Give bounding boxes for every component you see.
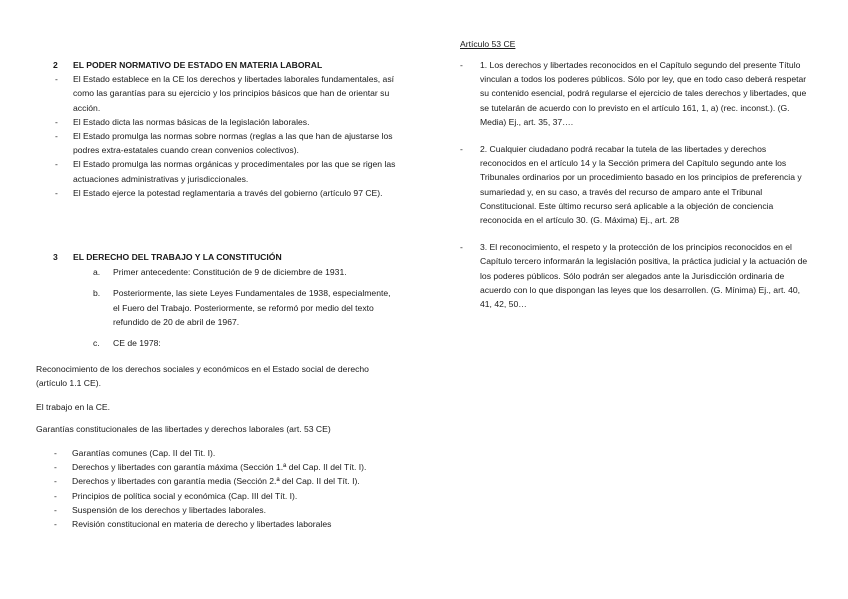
list-item [55, 129, 408, 157]
paragraph-garantias: Garantías constitucionales de las libertades y derechos laborales (art. 53 CE) [36, 424, 331, 434]
dash-marker: - [54, 490, 57, 501]
list-item [55, 72, 408, 115]
list-item [54, 489, 409, 503]
dash-marker: - [54, 504, 57, 515]
articulo-title: Artículo 53 CE [460, 39, 516, 49]
garantias-list [54, 446, 409, 531]
list-item-text: Posteriormente, las siete Leyes Fundamentales de 1938, especialmente, el Fuero del Trabajo. Posteriormente, se reformó por medio del texto refundido de 20 de abril de 1967. [113, 288, 391, 327]
list-marker: a. [93, 267, 101, 278]
list-marker: c. [93, 338, 100, 349]
list-item [460, 240, 812, 311]
list-item-text: Garantías comunes (Cap. II del Tit. I). [72, 448, 216, 458]
paragraph-reconocimiento: Reconocimiento de los derechos sociales y económicos en el Estado social de derecho (artículo 1.1 CE). [36, 364, 369, 389]
dash-marker: - [460, 60, 463, 70]
dash-marker: - [55, 74, 58, 85]
section-2-heading: EL PODER NORMATIVO DE ESTADO EN MATERIA LABORAL [73, 60, 323, 70]
list-item-text: El Estado promulga las normas orgánicas y procedimentales por las que se rigen las actuaciones administrativas y jurisdiccionales. [73, 159, 396, 184]
list-item-text: El Estado promulga las normas sobre normas (reglas a las que han de ajustarse los podres extra-estatales cuando crean convenios colectivos). [73, 131, 393, 156]
list-item-text: CE de 1978: [113, 338, 161, 349]
list-item [54, 460, 409, 474]
list-item [55, 115, 408, 129]
articulo-list [460, 58, 812, 324]
list-item-text: 1. Los derechos y libertades reconocidos en el Capítulo segundo del presente Título vinculan a todos los poderes públicos. Sólo por ley, que en todo caso deberá respetar su contenido esencial, podrá regularse el ejercicio de tales derechos y libertades, que se tutelarán de acuerdo con lo previsto en el artículo 161, 1, a) (rec. inconst.). (G. Media) Ej., art. 35, 37…. [480, 60, 807, 127]
section-3-heading-row [53, 250, 393, 264]
dash-marker: - [460, 242, 463, 253]
section-3-number: 3 [53, 252, 58, 262]
list-item-text: Primer antecedente: Constitución de 9 de diciembre de 1931. [113, 267, 347, 278]
list-item-text: El Estado dicta las normas básicas de la legislación laborales. [73, 116, 310, 127]
list-item [54, 517, 409, 531]
section-2-number: 2 [53, 60, 58, 70]
dash-marker: - [55, 159, 58, 170]
list-item-text: Suspensión de los derechos y libertades laborales. [72, 504, 266, 515]
dash-marker: - [54, 476, 57, 487]
list-marker: b. [93, 288, 101, 299]
section-2 [53, 58, 408, 200]
section-3-heading: EL DERECHO DEL TRABAJO Y LA CONSTITUCIÓN [73, 252, 282, 262]
dash-marker: - [54, 519, 57, 530]
list-item [93, 265, 393, 279]
list-item-text: Derechos y libertades con garantía máxima (Sección 1.ª del Cap. II del Tít. I). [72, 462, 367, 473]
list-item [54, 446, 409, 460]
dash-marker: - [54, 448, 57, 458]
list-item-text: Derechos y libertades con garantía media (Sección 2.ª del Cap. II del Tít. I). [72, 476, 360, 487]
list-item [55, 186, 408, 200]
list-item-text: Revisión constitucional en materia de derecho y libertades laborales [72, 519, 332, 530]
list-item [55, 157, 408, 185]
list-item [54, 474, 409, 488]
dash-marker: - [54, 462, 57, 473]
list-item [93, 286, 393, 329]
dash-marker: - [55, 116, 58, 127]
section-2-heading-row [53, 58, 408, 72]
list-item-text: El Estado ejerce la potestad reglamentaria a través del gobierno (artículo 97 CE). [73, 187, 383, 198]
list-item [54, 503, 409, 517]
section-2-list [55, 72, 408, 200]
dash-marker: - [55, 131, 58, 142]
list-item-text: El Estado establece en la CE los derechos y libertades laborales fundamentales, así como las garantías para su ejercicio y los principios básicos que han de orientar su acción. [73, 74, 395, 113]
list-item [460, 142, 812, 227]
dash-marker: - [55, 187, 58, 198]
list-item-text: Principios de política social y económica (Cap. III del Tít. I). [72, 490, 298, 501]
paragraph-trabajo: El trabajo en la CE. [36, 402, 111, 412]
section-3-list [93, 265, 393, 350]
list-item-text: 3. El reconocimiento, el respeto y la protección de los principios reconocidos en el Capítulo tercero informarán la legislación positiva, la práctica judicial y la actuación de los poderes públicos. Sólo podrán ser alegados ante la Jurisdicción ordinaria de acuerdo con lo que dispongan las leyes que los desarrollen. (G. Mínima) Ej., art. 40, 41, 42, 50… [480, 242, 808, 310]
section-3 [53, 250, 393, 357]
list-item [460, 58, 812, 129]
list-item [93, 336, 393, 350]
dash-marker: - [460, 144, 463, 155]
list-item-text: 2. Cualquier ciudadano podrá recabar la tutela de las libertades y derechos reconocidos en el artículo 14 y la Sección primera del Capítulo segundo ante los Tribunales ordinarios por un procedimiento basado en los principios de preferencia y sumariedad y, en su caso, a través del recurso de amparo ante el Tribunal Constitucional. Este último recurso será aplicable a la objeción de conciencia reconocida en el artículo 30. (G. Máxima) Ej., art. 28 [480, 144, 802, 226]
